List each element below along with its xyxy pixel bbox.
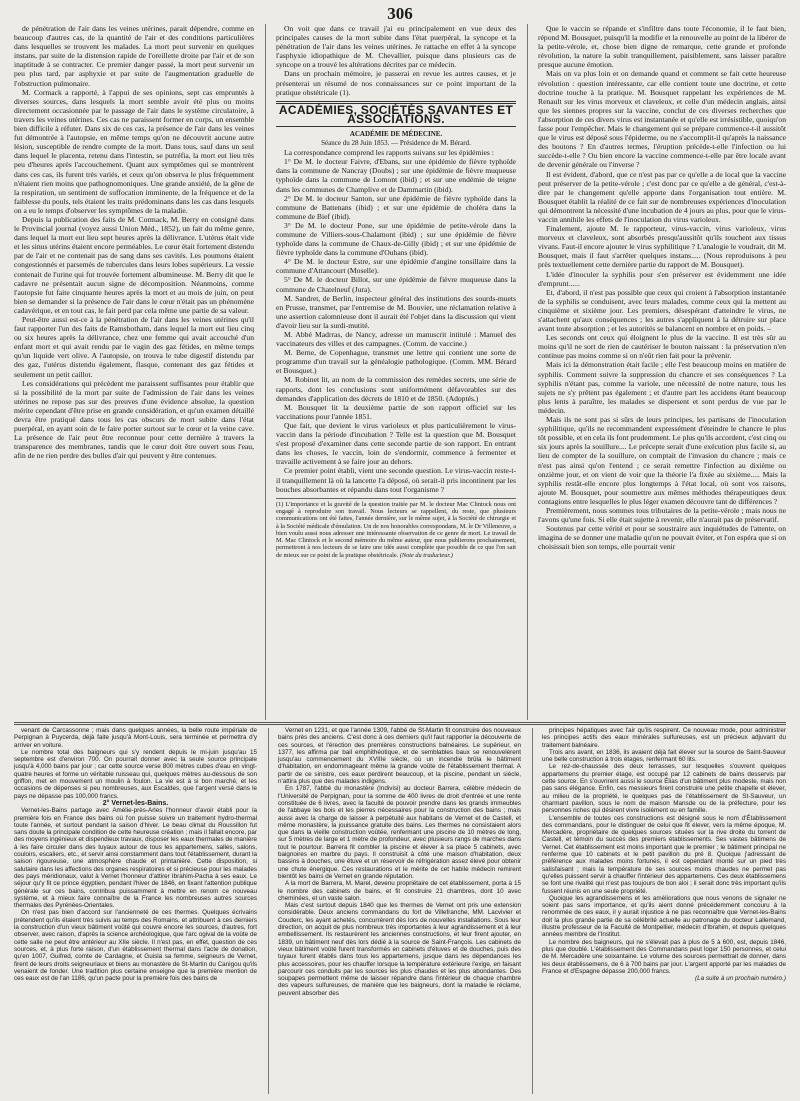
paragraph: Ce premier point établi, vient une seconde question. Le virus-vaccin reste-t-il tranquillement là où la lancette l'a déposé, où serait-il pris incontinent par les bouches absorbantes et répandu dans tout l'organisme ? <box>276 466 516 494</box>
feuilleton-column-3 <box>542 727 786 1095</box>
subheading: 2° Vernet-les-Bains. <box>102 799 169 807</box>
column-divider <box>532 728 533 1094</box>
paragraph: Il est évident, d'abord, que ce n'est pas par ce qu'elle a de local que la vaccine peut préserver de la petite-vérole ; c'est donc par ce qu'elle a de général, c'est-à-dire par le changement qu'elle apporte dans l'organisation tout entière. M. Bousquet établit la réalité de ce fait sur de nombreuses expériences d'inoculation qui démontrent la nécessité d'une incubation de 4 jours au plus, pour que le virus-vaccin annihile les effets de l'inoculation du virus varioleux. <box>538 169 786 224</box>
paragraph: M. Berne, de Copenhague, transmet une lettre qui contient une sorte de programme d'un travail sur la généalogie pathologique. (Comm. MM. Bérard et Bousquet.) <box>276 348 516 376</box>
paragraph: Le rez-de-chaussée des deux terrasses, sur lesquelles s'ouvrent quelques appartemens du premier étage, est occupé par 12 cabinets de bains desservis par cette source. En s'ouvrirent aussi le source Élias d'un bâtiment plus modeste, mais non pas sans élégance. Enfin, ces messieurs firent construire une petite chapelle et élever, au milieu de la propriété, le quelques pas de l'établissement de St-Sauveur, un charmant pavillon, sous le nom de maison Mansde ou de la préfecture, pour les personnes riches qui désirent vivre isolément ou en famille. <box>542 763 786 815</box>
paragraph: Depuis la publication des faits de M. Cormack, M. Berry en consigné dans le Provincial journal (voyez aussi Union Méd., 1852), un fait du même genre, dans lequel la mort eut lieu sept heures après la délivrance. L'utérus était vide et les sinus utérins étaient encore perméables. Le cœur était fortement distendu par de l'air et ne contenait pas de sang dans ses cavités. Les poumons étaient congestionnés et parsemés de tubercules dans leurs lobes supérieurs. La vessie contenait de l'urine qui fut trouvée fortement albumineuse. M. Berry dit que le cadavre ne présentait aucun signe de décomposition. Néanmoins, comme l'autopsie fut faite cinquante heures après la mort et au mois de juin, on peut bien se demander si la présence de l'air dans le cœur n'était pas un phénomène cadavérique, et en tout cas, le fait perd par cela même une partie de sa valeur. <box>14 214 254 315</box>
paragraph: 1° De M. le docteur Faivre, d'Ebans, sur une épidémie de fièvre typhoïde dans la commune de Nancray (Doubs) ; sur une épidémie de fièvre muqueuse typhoïde dans la commune de Lomont (ibid) ; et sur une endémie de teigne dans les communes de Champlive et de Dammartin (ibid). <box>276 157 516 194</box>
feuilleton-column-1 <box>14 727 257 1095</box>
column-divider <box>265 24 266 720</box>
footnote <box>276 498 516 559</box>
paragraph: Trois ans avant, en 1836, ils avaient déjà fait élever sur la source de Saint-Sauveur une belle construction à trois étages, renfermant 60 lits. <box>542 748 786 764</box>
paragraph: On n'est pas bien d'accord sur l'ancienneté de ces thermes. Quelques écrivains prétendent qu'ils étaient très suivis au temps des Romains, et attribuent à ces derniers la construction d'un vieux bâtiment voûté qui couvre encore les sources, d'autres, fort observer, avec raison, d'après la science archéologique, que l'arc ogival de la voûte de cette salle ne peut être antérieur au XIIe siècle. Il n'est pas, en effet, question de ces sources, et, à plus forte raison, d'un établissement thermal dans l'acte de donation, qu'en 1007, Guifred, comte de Cardagne, et Guisla sa femme, seigneurs de Vernet, firent de leurs droits seigneuriaux et biens au monastère de St-Martin du Canigou qu'ils venaient de fonder. Une tradition plus certaine enseigne que la première mention de ces eaux est de l'an 1186, qu'un pacte pour la première fois des bains de <box>14 909 257 983</box>
paragraph: Soutenus par cette vérité et pour se soustraire aux inquiétudes de l'attente, on imagina de se donner une maladie qu'on ne pouvait éviter, et l'on espéra que si on choisissait bien son temps, elle pourrait venir <box>538 524 786 552</box>
paragraph: 5° De M. le docteur Billot, sur une épidémie de fièvre muqueuse dans la commune de Chatelneuf (Jura). <box>276 275 516 294</box>
paragraph: L'ensemble de toutes ces constructions est désigné sous le nom d'Établissement des commandans, pour le distinguer de celui que fit élever, vers la même époque, M. Mercadère, propriétaire de quelques sources situées sur la rive droite du torrent de Castell, et témoin du succès des premiers établissements. Ses vastes bâtimens de Vernet. Cet établissement est moins important que le premier ; le bâtiment principal ne renferme que 10 cabinets et le petit pavillon du pré 8. Quoique j'adressant de préférence aux malades moins fortunés, il est cependant monté sur un pied très satisfaisant ; mais la température de ses sources moins chaudes ne permet pas qu'elles puissent servir à chauffer l'intérieur des appartemens. Ces deux établissemens se font une rivalité qui n'est pas toujours de bon aloi ; il serait donc très important qu'ils fussent réunis en une seule propriété. <box>542 814 786 895</box>
feuilleton-column-2 <box>278 727 521 1095</box>
page-number: 306 <box>387 4 413 23</box>
paragraph: L'idée d'inoculer la syphilis pour s'en préserver est évidemment une idée d'emprunt...... <box>538 269 786 288</box>
paragraph: Les considérations qui précèdent me paraissent suffisantes pour établir que si la possibilité de la mort par suite de l'admission de l'air dans les veines utérines ne repose pas sur des preuves d'une évidence absolue, la question mérite cependant d'être prise en grande considération, et qu'un examen détaillé devra être pratiqué dans tous les cas obscurs de mort subite dans l'état puerpéral, en ayant soin de le faire porter surtout sur le cœur et la veine cave. La présence de l'air peut être reconnue pour cette dernière à travers la transparence des membranes, tandis que le cœur doit être ouvert sous l'eau, afin de ne rien perdre des bulles d'air qui peuvent y être contenues. <box>14 378 254 461</box>
paragraph: Le nombre des baigneurs, qui ne s'élevait pas à plus de 5 à 600, est, depuis 1846, plus que doublé. L'établissement des Commandans peut loger 150 personnes, et celui de M. Mercadère une soixantaine. Le volume des sources permettrait de donner, dans les deux établissemens, de 6 à 700 bains par jour. L'argent apporté par les malades de France et d'Espagne dépasse 200,000 francs. <box>542 938 786 975</box>
paragraph: On voit que dans ce travail j'ai eu principalement en vue deux des principales causes de la mort subite dans l'état puerpéral, la syncope et la pénétration de l'air dans les veines utérines. Je rattache en effet à la syncope l'asphyxie idiopathique de M. Chevallier, puisque dans plusieurs cas de syncope on a trouvé les altérations décrites par ce médecin. <box>276 24 516 70</box>
footnote-text: (1) L'importance et la gravité de la question traitée par M. le docteur Mac Clintock nous ont engagé à reproduire son travail. Nous lecteurs se rappellent, du reste, que plusieurs communications ont été faites, l'année dernière, sur le même sujet, à la Société de chirurgie et à la Société médicale d'émulation. Un de nos honorables correspondans, M. le Dr Villeneuve, a bien voulu aussi nous adresser une intéressante observation de ce genre de mort. Le travail de M. Mac Clintock et le second mémoire du même auteur, que nous publierons prochainement, permettront à nos lecteurs de se faire une idée aussi complète que possible de ce que l'on sait de mieux sur ce point de la pratique obstétricale. <box>276 500 516 559</box>
paragraph: Mais ici la démonstration était facile ; elle l'est beaucoup moins en matière de syphilis. Comment suivre la suppression du chancre et ses conséquences ? La syphilis n'étant pas, comme la variole, une nécessité de notre nature, tous les sujets ne s'y prêtent pas également ; et d'autre part les accidens étant beaucoup plus lents à paraître, les malades se dispersent et sont perdus de vue par le médecin. <box>538 360 786 415</box>
section-banner: ACADÉMIES, SOCIÉTÉS SAVANTES ET ASSOCIATIONS. <box>276 101 516 127</box>
column-divider <box>527 24 528 720</box>
paragraph: Mais on va plus loin et on demande quand et comment se fait cette heureuse révolution : question intéressante, car elle contient toute une doctrine, et cette doctrine touche à la pratique. M. Bousquet rappelant les expériences de M. Renault sur les virus morveux et claveleux, et celle d'un médecin anglais, ainsi que les siennes propres sur la vaccine, conclut de ces diverses recherches que l'absorption de ces divers virus est instantanée et qu'elle est irrésistible, quoiqu'on fasse pour l'empêcher. Mais le changement qui se prépare commence-t-il aussitôt que le virus est déposé sous l'épiderme, ou ne s'accomplit-il qu'après la naissance des boutons ? En d'autres termes, l'éruption précède-t-elle l'infection ou lui succède-t-elle ? Ou bien encore la vaccine commence-t-elle par être locale avant de devenir générale ou l'inverse ? <box>538 69 786 170</box>
paragraph: M. Sandret, de Berlin, inspecteur général des institutions des sourds-muets en Prusse, transmet, par l'entremise de M. Bouvier, une réclamation relative à une assertion calomnieuse dont il aurait été l'objet dans la discussion qui vient d'avoir lieu sur la surdi-mutité. <box>276 293 516 330</box>
paragraph: Les seconds ont ceux qui éloignent le plus de la vaccine. Il est très sûr au moins qu'il ne sort de rien de cautériser le bouton naissant : la préservation n'en continue pas moins comme si on n'eût rien fait pour la prévenir. <box>538 333 786 361</box>
paragraph: Le nombre total des baigneurs qui s'y rendent depuis le mi-juin jusqu'au 15 septembre est d'environ 700. On pourrait donner avec la seule source principale jusqu'à 4,000 bains par jour ; car cette source verse 800 mètres cubes d'eau en vingt-quatre heures et forme un véritable ruisseau qui, quelques mètres au-dessous de son griffon, met en mouvement un moulin à foulon. La vie est à si bon marché, et les occasions de dépenses si peu nombreuses, aux Escaldes, que l'argent versé dans le pays ne dépasse pas 100,000 francs. <box>14 748 257 800</box>
paragraph: M. Cormack a rapporté, à l'appui de ses opinions, sept cas empruntés à diverses sources, dans lesquels la mort semble avoir été plus ou moins directement occasionnée par le passage de l'air dans le système circulatoire, à travers les veines utérines. Ces cas ne paraissent former en corps, un ensemble bien difficile à réfuter. Dans six de ces cas, la présence de l'air dans les veines fut démontrée à l'autopsie, en même temps qu'on ne découvrit aucune autre lésion, susceptible de rendre compte de la mort. Dans tous, sauf dans un seul dans lequel le placenta, retenu dans l'intestin, se putréfia, la mort eut lieu très peu d'heures après l'accouchement. Quant aux symptômes qui se montrèrent dans ces cas, ils furent très variés, et ceux qu'on observa le plus fréquemment n'étaient rien moins que pathognomoniques. Une grande anxiété, de la gêne de la respiration, un sentiment de suffocation imminente, de la fréquence et de la faiblesse du pouls, tels étaient les traits prédominans dans les cas dans lesquels on a eu le temps d'observer les symptômes de la maladie. <box>14 87 254 215</box>
column-3 <box>538 24 786 720</box>
session-line: Séance du 28 Juin 1853. — Présidence de M. Bérard. <box>321 139 471 148</box>
paragraph: Premièrement, nous sommes tous tributaires de la petite-vérole ; mais nous ne l'avons qu'une fois. Si elle était sujette à revenir, elle n'aurait pas de préservatif. <box>538 505 786 525</box>
column-1 <box>14 24 254 720</box>
paragraph: de pénétration de l'air dans les veines utérines, parait dépendre, comme en beaucoup d'autres cas, de la quantité de l'air et des conditions particulières dans lesquelles se trouvent les malades. La mort peut survenir en quelques instans, par suite de la distension rapide de l'oreillette droite par l'air et de son inaptitude à se contracter. Ce premier danger passé, la mort peut survenir un peu plus tard, par asphyxie et par suite de l'augmentation graduelle de l'obstruction pulmonaire. <box>14 24 254 88</box>
academy-title: ACADÉMIE DE MÉDECINE. <box>349 129 443 138</box>
paragraph: Dans un prochain mémoire, je passerai en revue les autres causes, et je présenterai un résumé de nos connaissances sur ce point important de la pratique obstétricale (1). <box>276 69 516 97</box>
paragraph: principes hépatiques avec l'air qu'ils respirent. Ce nouveau mode, pour administrer les principes actifs des eaux minérales sulfureuses, est un précieux adjuvant du traitement balnéaire. <box>542 727 786 749</box>
paragraph: Mais ils ne sont pas si sûrs de leurs principes, les partisans de l'inoculation syphilitique, qu'ils ne recommandent expressément d'éteindre le chancre le plus tôt possible, et en cela ils font prudemment. Le plus qu'ils accordent, c'est cinq ou six jours après la souillure.... Le précepte serait d'une exécution plus facile si, au lieu de compter de la souillure, on comptait de l'invasion du chancre ; mais ce n'est pas ainsi qu'on l'entend ; ce serait remettre l'infection au dixième ou onzième jour, et on vient de voir que la théorie l'a fixée au sixième..... Mais la syphilis restât-elle encore plus longtemps à l'état local, où sont vos raisons, ajoute M. Bousquet, pour soumettre aux mêmes méthodes thérapeutiques deux contagions entre lesquelles le plus léger examen découvre tant de différences ? <box>538 415 786 506</box>
paragraph: La correspondance comprend les rapports suivans sur les épidémies : <box>284 148 494 158</box>
feuilleton-divider <box>14 722 786 723</box>
paragraph: M. Bousquet lit la deuxième partie de son rapport officiel sur les vaccinations pour l'année 1851. <box>276 402 516 421</box>
continued-note: (La suite à un prochain numéro.) <box>694 975 786 983</box>
paragraph: Et, d'abord, il n'est pas possible que ceux qui croient à l'absorption instantanée de la syphilis se conduisent, avec leurs malades, comme ceux qui la mettent au cinquième et sixième jour. Les premiers, désespérant d'atteindre le virus, ne s'attachent qu'aux conséquences ; les autres s'appliquent à la détruire sur place avant toute absorption ; et les autorités se balancent en nombre et en poids. – <box>538 287 786 334</box>
paragraph: venant de Carcassonne ; mais dans quelques années, la belle route impériale de Perpignan à Puycerda, déjà faite jusqu'à Mont-Louis, sera terminée et permettra d'y arriver en voiture. <box>14 727 257 749</box>
column-2 <box>276 24 516 720</box>
paragraph: 3° De M. le docteur Pone, sur une épidémie de petite-vérole dans la commune de Villiers-sous-Chalamont (ibid) ; sur une épidémie de fièvre typhoïde dans la commune de Chaux-de-Gilly (ibid) ; et sur une épidémie de fièvre typhoïde dans la commune d'Ouhans (ibid). <box>276 220 516 258</box>
paragraph: 2° De M. le docteur Santon, sur une épidémie de fièvre typhoïde dans la commune de Battenans (ibid) ; et sur une épidémie de choléra dans la commune de Bief (ibid). <box>276 193 516 221</box>
paragraph: Peut-être aussi est-ce à la pénétration de l'air dans les veines utérines qu'il faut rapporter l'un des faits de Ramsbotham, dans lequel la mort eut lieu cinq ou six heures après la délivrance, chez une femme qui avait accouché d'un enfant mort et qui avait rendu par le vagin des gaz fétides, en même temps qu'un liquide vert olive. A l'autopsie, on trouva le tube digestif distendu par des gaz, l'utérus distendu également, flasque, contenant des gaz fétides et seulement un petit caillot. <box>14 315 254 379</box>
paragraph: Finalement, ajoute M. le rapporteur, virus-vaccin, virus varioleux, virus morveux et claveleux, sont absorbés presqu'aussitôt qu'ils touchent aux tissus vivans. Faut-il encore ajouter le virus syphilitique ? L'analogie le voudrait, dit M. Bousquet, mais il faut s'arrêter quelques instans..... (Nous reproduisons à peu près textuellement cette dernière partie du rapport de M. Bousquet). <box>538 224 786 270</box>
paragraph: En 1787, l'abbé du monastère (Indivisi) au docteur Barrera, célèbre médecin de l'Université de Perpignan, pour la somme de 400 livres de droit d'entrée et une rente constituée de 6 livres, avec la faculté de pouvoir prendre dans les grands immeubles de l'abbaye les bois et les pierres nécessaires pour la construction des bains ; mais aussi avec la charge de laisser à perpétuité aux habitans de Vernet et de Castell, et même monastère, la jouissance gratuite des bains. Les thermes ne consistaient alors que dans la vieille construction voûtée, renfermant une piscine de 10 mètres de long, sur 5 mètres de large et 1 mètre de profondeur, avec plusieurs rangs de marches dans tout le pourtour. Barrera fit combler la piscine et élever à sa place 5 cabinets, avec baignoires en marbre du pays. Il construisit à côté une maison d'habitation, deux bassins à douches, une étuve et un réservoir de réfrigération assez élevé pour obtenir une chute énergique. Ces restaurations et le mérite de cet habile médecin remirent bientôt les bains de Vernet en grande réputation. <box>278 785 521 880</box>
paragraph: 4° De M. le docteur Estre, sur une épidémie d'angine tonsillaire dans la commune d'Attancourt (Moselle). <box>276 257 516 276</box>
footnote-signature: (Note du traducteur.) <box>399 551 453 559</box>
paragraph: Vernet en 1231, et que l'année 1309, l'abbé de St-Martin fit construire des nouveaux bains près des anciens. C'est donc à ces derniers qu'il faut rapporter la découverte de ces sources, et l'érection des premières constructions balnéaires. Le supérieur, en 1377, les affirma par bail emphithéotique, et de semblables baux se renouvelèrent jusqu'au commencement du XVIIIe siècle, où un incendie brûla le bâtiment d'habitation, en endommageant même la grande voûte de l'établissement thermal. A partir de ce sinistre, ces eaux perdirent beaucoup, et la piscine, pendant un siècle, n'attira plus que des malades indigens. <box>278 727 521 786</box>
paragraph: Que le vaccin se répande et s'infiltre dans toute l'économie, il le faut bien, répond M. Bousquet, puisqu'il la modifie et la renouvelle au point de la libérer de la petite-vérole, et, chose bien digne de remarque, cette grande et profonde révolution, la nature la subit tranquillement, paisiblement, sans laisser paraître presque aucune émotion. <box>538 24 786 70</box>
paragraph: Quoique les agrandissemens et les améliorations que nous venons de signaler ne soient pas sans importance, et qu'ils aient donné précédemment concouru à la renommée de ces eaux, il y aurait injustice à ne pas reconnaître que Vernet-les-Bains doit la plus grande partie de sa célébrité actuelle au patronage du docteur Lallemand, illustre professeur de la Faculté de Montpellier, médecin d'Ibrahim, et depuis quelques années membre de l'Institut. <box>542 894 786 939</box>
column-divider <box>268 728 269 1094</box>
feuilleton-divider <box>14 724 786 725</box>
paragraph: Vernet-les-Bains partage avec Amélie-près-Arles l'honneur d'avoir établi pour la première fois en France des bains où l'on puisse suivre un traitement hydro-thermal toute l'année, et surtout pendant la saison d'hiver. Le beau climat du Roussillon fut sans doute la principale condition de cette heureuse création ; mais il fallait encore, par des moyens ingénieux et dispendieux travaux, disposer les eaux thermales de manière à les faire circuler dans des tuyaux autour de tous les appartemens, salles, salons, couloirs, escaliers, etc., et servir ainsi constamment dans tout l'établissement, durant la saison rigoureuse, une atmosphère chaude et printanière. Cette disposition, si salutaire dans les affections des organes respiratoires et si précieuse pour les malades des pays méridionaux, valut à Vernet l'honneur d'attirer Ibrahim-Pacha à ses eaux. Le séjour qu'y fit ce prince égyptien, pendant l'hiver de 1846, en fixant l'attention publique générale sur ces bains, contribua puissamment à mettre en renom ce nouveau système, et à mieux faire connaître de la France les nombreuses autres sources thermales des Pyrénées-Orientales. <box>14 807 257 910</box>
paragraph: Que fait, que devient le virus varioleux et plus particulièrement le virus-vaccin dans la période d'incubation ? Telle est la question que M. Bousquet s'est proposé d'examiner dans cette seconde partie de son rapport. En entrant dans les choses, le vaccin, loin de s'endormir, commence à fermenter et travaille activement à se faire jour au dehors. <box>276 420 516 467</box>
paragraph: Mais c'est surtout depuis 1840 que les thermes de Vernet ont pris une extension considérable. Deux anciens commandans du fort de Villefranche, MM. Lacvivier et Couderc, les ayant achetés, concurrèrent dès lors de nouvelles installations. Sous leur direction, on acquit de plus nombreux très importantes à leur agrandissement et à leur embellissement. Ils restaurèrent les anciennes constructions, et leur firent ajouter, en 1839, un bâtiment neuf dès lors dédié à la source de Saint-François. Les cabinets de vieux bâtiment voûté furent transformés en cabinets d'étuves et de douches, puis des tuyaux furent établis dans tous les appartemens, jusque dans les dépendances les plus accessoires, pour les chauffer lorsque la température extérieure l'exige, en faisant parcourir ces conduits par les sources les plus chaudes et les plus abondantes. Des soupapes permettent même de laisser répandre dans l'intérieur de chaque chambre des vapeurs sulfureuses, de manière que les baigneurs, dont la maladie le réclame, peuvent absorber des <box>278 902 521 997</box>
paragraph: M. Abbé Madrras, de Nancy, adresse un manuscrit intitulé : Manuel des vaccinateurs des villes et des campagnes. (Comm. de vaccine.) <box>276 330 516 349</box>
paragraph: M. Robinet lit, au nom de la commission des remèdes secrets, une série de rapports, dont les conclusions sont uniformément défavorables sur des demandes d'application des décrets de 1810 et de 1850. (Adoptés.) <box>276 375 516 403</box>
paragraph: A la mort de Barrera, M. Marel, devenu propriétaire de cet établissement, porta à 15 le nombre des cabinets de bains, et fit construire 21 chambres, dont 10 avec cheminées, et un vaste salon. <box>278 880 521 902</box>
